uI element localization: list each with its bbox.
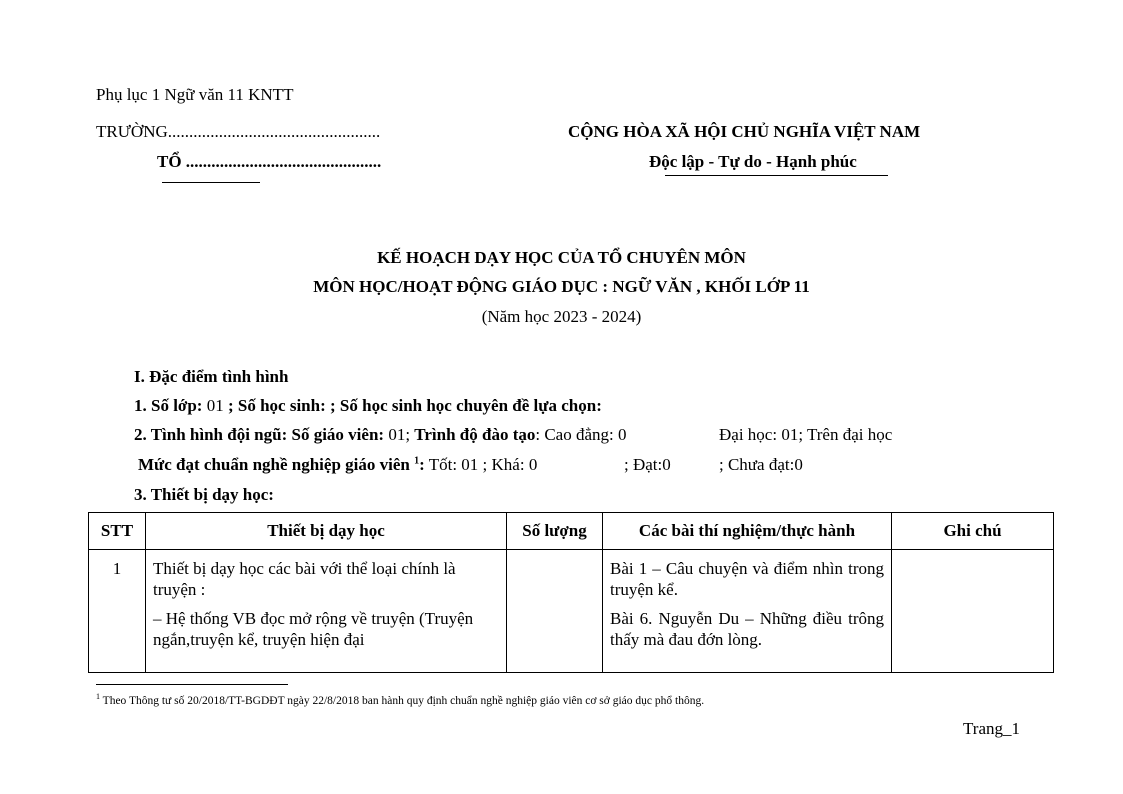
footnote-text: Theo Thông tư số 20/2018/TT-BGDĐT ngày 22/8/2018 ban hành quy định chuẩn nghề nghiệp giáo viên cơ sở giáo dục phổ thông. xyxy=(100,695,705,707)
staff-info-line xyxy=(134,425,627,445)
school-field: TRƯỜNG.................................................. xyxy=(96,122,381,141)
appendix-label: Phụ lục 1 Ngữ văn 11 KNTT xyxy=(96,85,294,104)
university-value: Đại học: 01; Trên đại học xyxy=(719,425,893,444)
lesson-1: Bài 1 – Câu chuyện và điểm nhìn trong truyện kể. xyxy=(610,559,884,599)
classes-value: 01 xyxy=(202,396,228,415)
college-value: : Cao đẳng: 0 xyxy=(535,425,627,444)
staff-label: 2. Tình hình đội ngũ: Số giáo viên: xyxy=(134,425,385,444)
lesson-6: Bài 6. Nguyễn Du – Những điều trông thấy mà đau đớn lòng. xyxy=(610,609,884,649)
teachers-value: 01; xyxy=(384,425,415,444)
training-label: Trình độ đào tạo xyxy=(414,425,536,444)
country-name: CỘNG HÒA XÃ HỘI CHỦ NGHĨA VIỆT NAM xyxy=(568,122,921,141)
classes-label: 1. Số lớp: xyxy=(134,396,203,415)
equipment-heading: 3. Thiết bị dạy học: xyxy=(134,485,274,504)
school-year: (Năm học 2023 - 2024) xyxy=(481,307,642,326)
equipment-table xyxy=(88,512,1054,673)
motto-underline xyxy=(665,175,888,176)
good-value: Tốt: 01 ; Khá: 0 xyxy=(424,455,538,474)
footnote-separator xyxy=(96,684,288,685)
national-motto: Độc lập - Tự do - Hạnh phúc xyxy=(649,152,857,171)
group-field: TỔ .............................................. xyxy=(157,152,382,171)
page-number: Trang_1 xyxy=(963,719,1020,738)
equipment-reading-system: – Hệ thống VB đọc mở rộng về truyện (Truyện ngắn,truyện kể, truyện hiện đại xyxy=(153,609,474,649)
header-equipment: Thiết bị dạy học xyxy=(146,513,507,550)
table-header-row xyxy=(89,513,1054,550)
not-pass-value: ; Chưa đạt:0 xyxy=(719,455,803,474)
footnote xyxy=(96,694,704,708)
group-underline xyxy=(162,182,260,183)
footnote-ref[interactable]: 1 xyxy=(414,455,420,467)
header-quantity: Số lượng xyxy=(507,513,603,550)
table-row xyxy=(89,550,1054,673)
pass-value: ; Đạt:0 xyxy=(624,455,671,474)
cell-quantity xyxy=(507,550,603,673)
standard-label: Mức đạt chuẩn nghề nghiệp giáo viên xyxy=(138,455,415,474)
students-label: ; Số học sinh: ; Số học sinh học chuyên đề lựa chọn: xyxy=(227,396,602,415)
footnote-number: 1 xyxy=(96,692,100,702)
standard-colon: : xyxy=(419,455,425,474)
equipment-description: Thiết bị dạy học các bài với thể loại chính là truyện : xyxy=(153,559,456,599)
cell-equipment xyxy=(146,550,507,673)
standard-line xyxy=(138,455,537,475)
plan-title: KẾ HOẠCH DẠY HỌC CỦA TỔ CHUYÊN MÔN xyxy=(377,248,746,267)
cell-stt: 1 xyxy=(89,550,146,673)
header-stt: STT xyxy=(89,513,146,550)
cell-notes xyxy=(892,550,1054,673)
header-notes: Ghi chú xyxy=(892,513,1054,550)
section-heading: I. Đặc điểm tình hình xyxy=(134,367,289,386)
class-info-line xyxy=(134,396,602,416)
cell-lessons xyxy=(603,550,892,673)
header-lessons: Các bài thí nghiệm/thực hành xyxy=(603,513,892,550)
subject-title: MÔN HỌC/HOẠT ĐỘNG GIÁO DỤC : NGỮ VĂN , KHỐI LỚP 11 xyxy=(313,277,810,296)
